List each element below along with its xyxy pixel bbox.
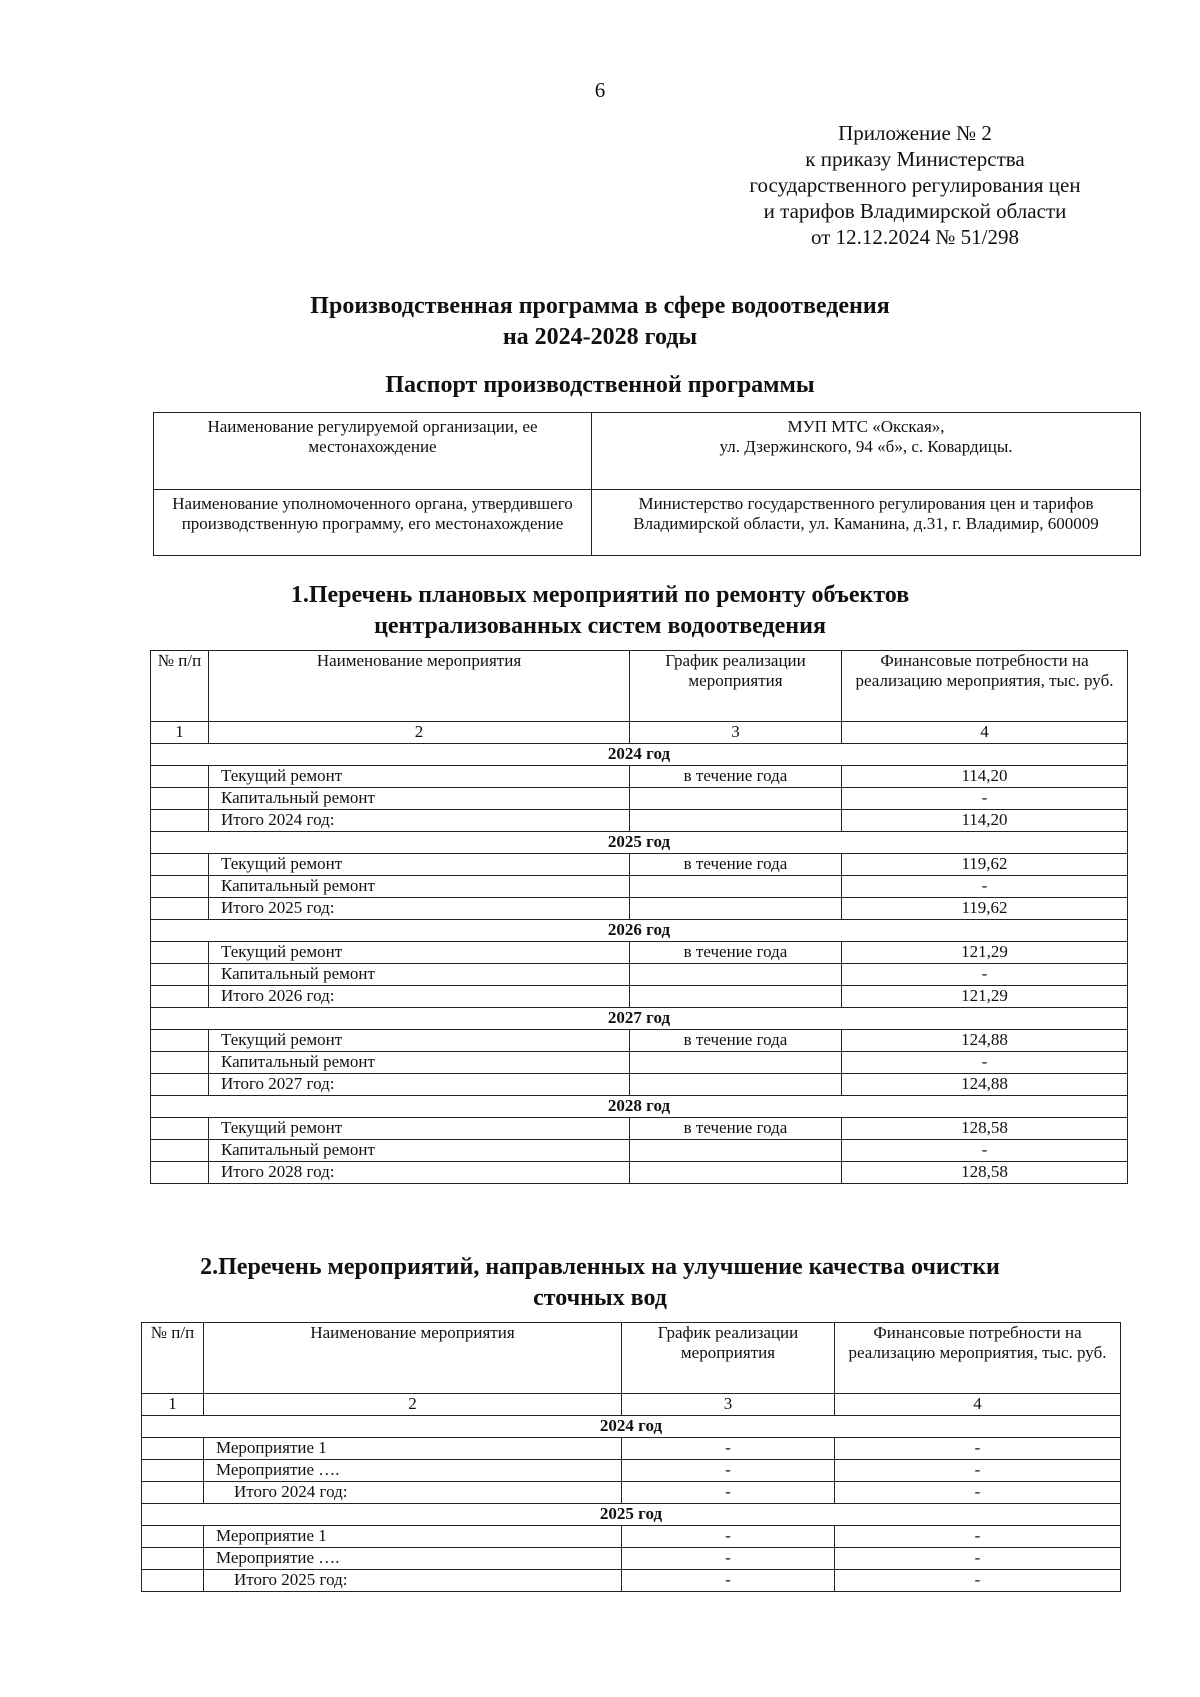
table-row bbox=[151, 964, 1128, 986]
row-schedule bbox=[630, 788, 842, 810]
row-value: 121,29 bbox=[842, 942, 1128, 964]
row-schedule bbox=[630, 876, 842, 898]
table-row bbox=[142, 1460, 1121, 1482]
repair-table bbox=[150, 650, 1128, 1184]
year-row: 2026 год bbox=[151, 920, 1128, 942]
row-name: Текущий ремонт bbox=[209, 766, 630, 788]
row-schedule: в течение года bbox=[630, 766, 842, 788]
row-schedule bbox=[630, 964, 842, 986]
page-number: 6 bbox=[594, 78, 606, 102]
table-row bbox=[151, 788, 1128, 810]
passport-table bbox=[153, 412, 1141, 556]
passport-org-address: ул. Дзержинского, 94 «б», с. Ковардицы. bbox=[719, 437, 1013, 456]
main-title-line: Производственная программа в сфере водоотведения bbox=[310, 293, 890, 319]
row-value: - bbox=[842, 1052, 1128, 1074]
passport-org-value bbox=[592, 413, 1141, 490]
table-row bbox=[151, 898, 1128, 920]
row-value: - bbox=[835, 1482, 1121, 1504]
row-value: 124,88 bbox=[842, 1074, 1128, 1096]
table-row bbox=[151, 1030, 1128, 1052]
row-schedule: - bbox=[622, 1570, 835, 1592]
row-name: Итого 2025 год: bbox=[204, 1570, 622, 1592]
row-schedule: в течение года bbox=[630, 942, 842, 964]
table-row bbox=[142, 1482, 1121, 1504]
row-name: Текущий ремонт bbox=[209, 854, 630, 876]
row-name: Итого 2024 год: bbox=[209, 810, 630, 832]
header-schedule: График реализации мероприятия bbox=[622, 1323, 835, 1394]
row-num bbox=[151, 1030, 209, 1052]
row-value: - bbox=[842, 788, 1128, 810]
header-finance: Финансовые потребности на реализацию мероприятия, тыс. руб. bbox=[835, 1323, 1121, 1394]
section2-title-line: 2.Перечень мероприятий, направленных на улучшение качества очистки bbox=[200, 1254, 1000, 1280]
row-value: - bbox=[835, 1526, 1121, 1548]
row-value: - bbox=[835, 1570, 1121, 1592]
year-row: 2028 год bbox=[151, 1096, 1128, 1118]
appendix-block bbox=[700, 120, 1130, 250]
row-value: - bbox=[835, 1548, 1121, 1570]
row-name: Итого 2027 год: bbox=[209, 1074, 630, 1096]
table-row bbox=[151, 1162, 1128, 1184]
table-row bbox=[142, 1570, 1121, 1592]
row-num bbox=[142, 1460, 204, 1482]
row-name: Капитальный ремонт bbox=[209, 876, 630, 898]
table-row bbox=[151, 876, 1128, 898]
row-name: Текущий ремонт bbox=[209, 942, 630, 964]
row-num bbox=[151, 1140, 209, 1162]
row-value: - bbox=[842, 876, 1128, 898]
row-value: 119,62 bbox=[842, 854, 1128, 876]
row-schedule bbox=[630, 986, 842, 1008]
row-num bbox=[151, 942, 209, 964]
row-num bbox=[142, 1438, 204, 1460]
main-title bbox=[0, 291, 1200, 353]
table-row bbox=[151, 1074, 1128, 1096]
row-schedule bbox=[630, 898, 842, 920]
row-name: Итого 2025 год: bbox=[209, 898, 630, 920]
row-num bbox=[151, 1118, 209, 1140]
row-num bbox=[151, 1074, 209, 1096]
row-value: 124,88 bbox=[842, 1030, 1128, 1052]
col-number: 3 bbox=[630, 722, 842, 744]
header-num: № п/п bbox=[142, 1323, 204, 1394]
row-name: Капитальный ремонт bbox=[209, 1140, 630, 1162]
row-value: - bbox=[835, 1438, 1121, 1460]
row-value: - bbox=[835, 1460, 1121, 1482]
section1-title-line: централизованных систем водоотведения bbox=[374, 613, 826, 639]
row-num bbox=[151, 986, 209, 1008]
row-num bbox=[142, 1548, 204, 1570]
year-row: 2027 год bbox=[151, 1008, 1128, 1030]
treatment-table bbox=[141, 1322, 1121, 1592]
header-name: Наименование мероприятия bbox=[204, 1323, 622, 1394]
row-name: Мероприятие 1 bbox=[204, 1438, 622, 1460]
col-number: 1 bbox=[142, 1394, 204, 1416]
passport-title: Паспорт производственной программы bbox=[385, 372, 815, 398]
row-value: 119,62 bbox=[842, 898, 1128, 920]
row-value: 128,58 bbox=[842, 1162, 1128, 1184]
appendix-line: от 12.12.2024 № 51/298 bbox=[810, 225, 1020, 249]
row-schedule bbox=[630, 1074, 842, 1096]
row-value: - bbox=[842, 1140, 1128, 1162]
row-num bbox=[151, 810, 209, 832]
table-row bbox=[142, 1526, 1121, 1548]
table-row bbox=[151, 810, 1128, 832]
section1-title bbox=[0, 580, 1200, 642]
row-name: Мероприятие …. bbox=[204, 1548, 622, 1570]
row-name: Капитальный ремонт bbox=[209, 964, 630, 986]
section2-title bbox=[0, 1252, 1200, 1314]
section1-title-line: 1.Перечень плановых мероприятий по ремонту объектов bbox=[290, 582, 910, 608]
row-schedule: в течение года bbox=[630, 1030, 842, 1052]
passport-org-label: Наименование регулируемой организации, ее местонахождение bbox=[154, 413, 592, 490]
table-row bbox=[142, 1548, 1121, 1570]
col-number: 2 bbox=[209, 722, 630, 744]
col-number: 4 bbox=[842, 722, 1128, 744]
table-row bbox=[151, 986, 1128, 1008]
header-finance: Финансовые потребности на реализацию мероприятия, тыс. руб. bbox=[842, 651, 1128, 722]
row-num bbox=[142, 1570, 204, 1592]
year-row: 2024 год bbox=[151, 744, 1128, 766]
row-num bbox=[151, 898, 209, 920]
appendix-line: и тарифов Владимирской области bbox=[763, 199, 1067, 223]
year-row: 2025 год bbox=[142, 1504, 1121, 1526]
section2-title-line: сточных вод bbox=[533, 1285, 667, 1311]
passport-authority-value: Министерство государственного регулирования цен и тарифов Владимирской области, ул. Каманина, д.31, г. Владимир, 600009 bbox=[592, 490, 1141, 556]
header-schedule: График реализации мероприятия bbox=[630, 651, 842, 722]
row-schedule bbox=[630, 810, 842, 832]
row-name: Текущий ремонт bbox=[209, 1030, 630, 1052]
row-value: 114,20 bbox=[842, 810, 1128, 832]
row-schedule: - bbox=[622, 1460, 835, 1482]
row-num bbox=[151, 788, 209, 810]
appendix-line: Приложение № 2 bbox=[838, 121, 992, 145]
row-schedule: - bbox=[622, 1482, 835, 1504]
row-value: 128,58 bbox=[842, 1118, 1128, 1140]
col-number: 2 bbox=[204, 1394, 622, 1416]
row-schedule: в течение года bbox=[630, 1118, 842, 1140]
row-num bbox=[151, 876, 209, 898]
row-value: 114,20 bbox=[842, 766, 1128, 788]
year-row: 2025 год bbox=[151, 832, 1128, 854]
row-num bbox=[142, 1526, 204, 1548]
table-row bbox=[151, 766, 1128, 788]
table-row bbox=[151, 1118, 1128, 1140]
row-schedule: в течение года bbox=[630, 854, 842, 876]
row-schedule bbox=[630, 1162, 842, 1184]
col-number: 3 bbox=[622, 1394, 835, 1416]
row-name: Итого 2028 год: bbox=[209, 1162, 630, 1184]
passport-authority-label: Наименование уполномоченного органа, утвердившего производственную программу, его местонахождение bbox=[154, 490, 592, 556]
row-num bbox=[151, 1162, 209, 1184]
header-name: Наименование мероприятия bbox=[209, 651, 630, 722]
passport-org-name: МУП МТС «Окская», bbox=[787, 417, 945, 436]
col-number: 4 bbox=[835, 1394, 1121, 1416]
row-name: Текущий ремонт bbox=[209, 1118, 630, 1140]
main-title-line: на 2024-2028 годы bbox=[502, 324, 698, 350]
row-name: Мероприятие …. bbox=[204, 1460, 622, 1482]
row-name: Капитальный ремонт bbox=[209, 1052, 630, 1074]
year-row: 2024 год bbox=[142, 1416, 1121, 1438]
table-row bbox=[151, 942, 1128, 964]
table-row bbox=[151, 1140, 1128, 1162]
appendix-line: государственного регулирования цен bbox=[749, 173, 1081, 197]
row-name: Капитальный ремонт bbox=[209, 788, 630, 810]
table-row bbox=[142, 1438, 1121, 1460]
table-row bbox=[151, 1052, 1128, 1074]
row-schedule: - bbox=[622, 1438, 835, 1460]
table-row bbox=[151, 854, 1128, 876]
row-value: 121,29 bbox=[842, 986, 1128, 1008]
row-num bbox=[151, 964, 209, 986]
row-num bbox=[151, 1052, 209, 1074]
appendix-line: к приказу Министерства bbox=[805, 147, 1025, 171]
header-num: № п/п bbox=[151, 651, 209, 722]
row-num bbox=[151, 854, 209, 876]
row-num bbox=[142, 1482, 204, 1504]
row-schedule: - bbox=[622, 1526, 835, 1548]
row-name: Итого 2026 год: bbox=[209, 986, 630, 1008]
row-schedule: - bbox=[622, 1548, 835, 1570]
row-value: - bbox=[842, 964, 1128, 986]
row-schedule bbox=[630, 1140, 842, 1162]
row-name: Итого 2024 год: bbox=[204, 1482, 622, 1504]
col-number: 1 bbox=[151, 722, 209, 744]
row-num bbox=[151, 766, 209, 788]
row-schedule bbox=[630, 1052, 842, 1074]
row-name: Мероприятие 1 bbox=[204, 1526, 622, 1548]
